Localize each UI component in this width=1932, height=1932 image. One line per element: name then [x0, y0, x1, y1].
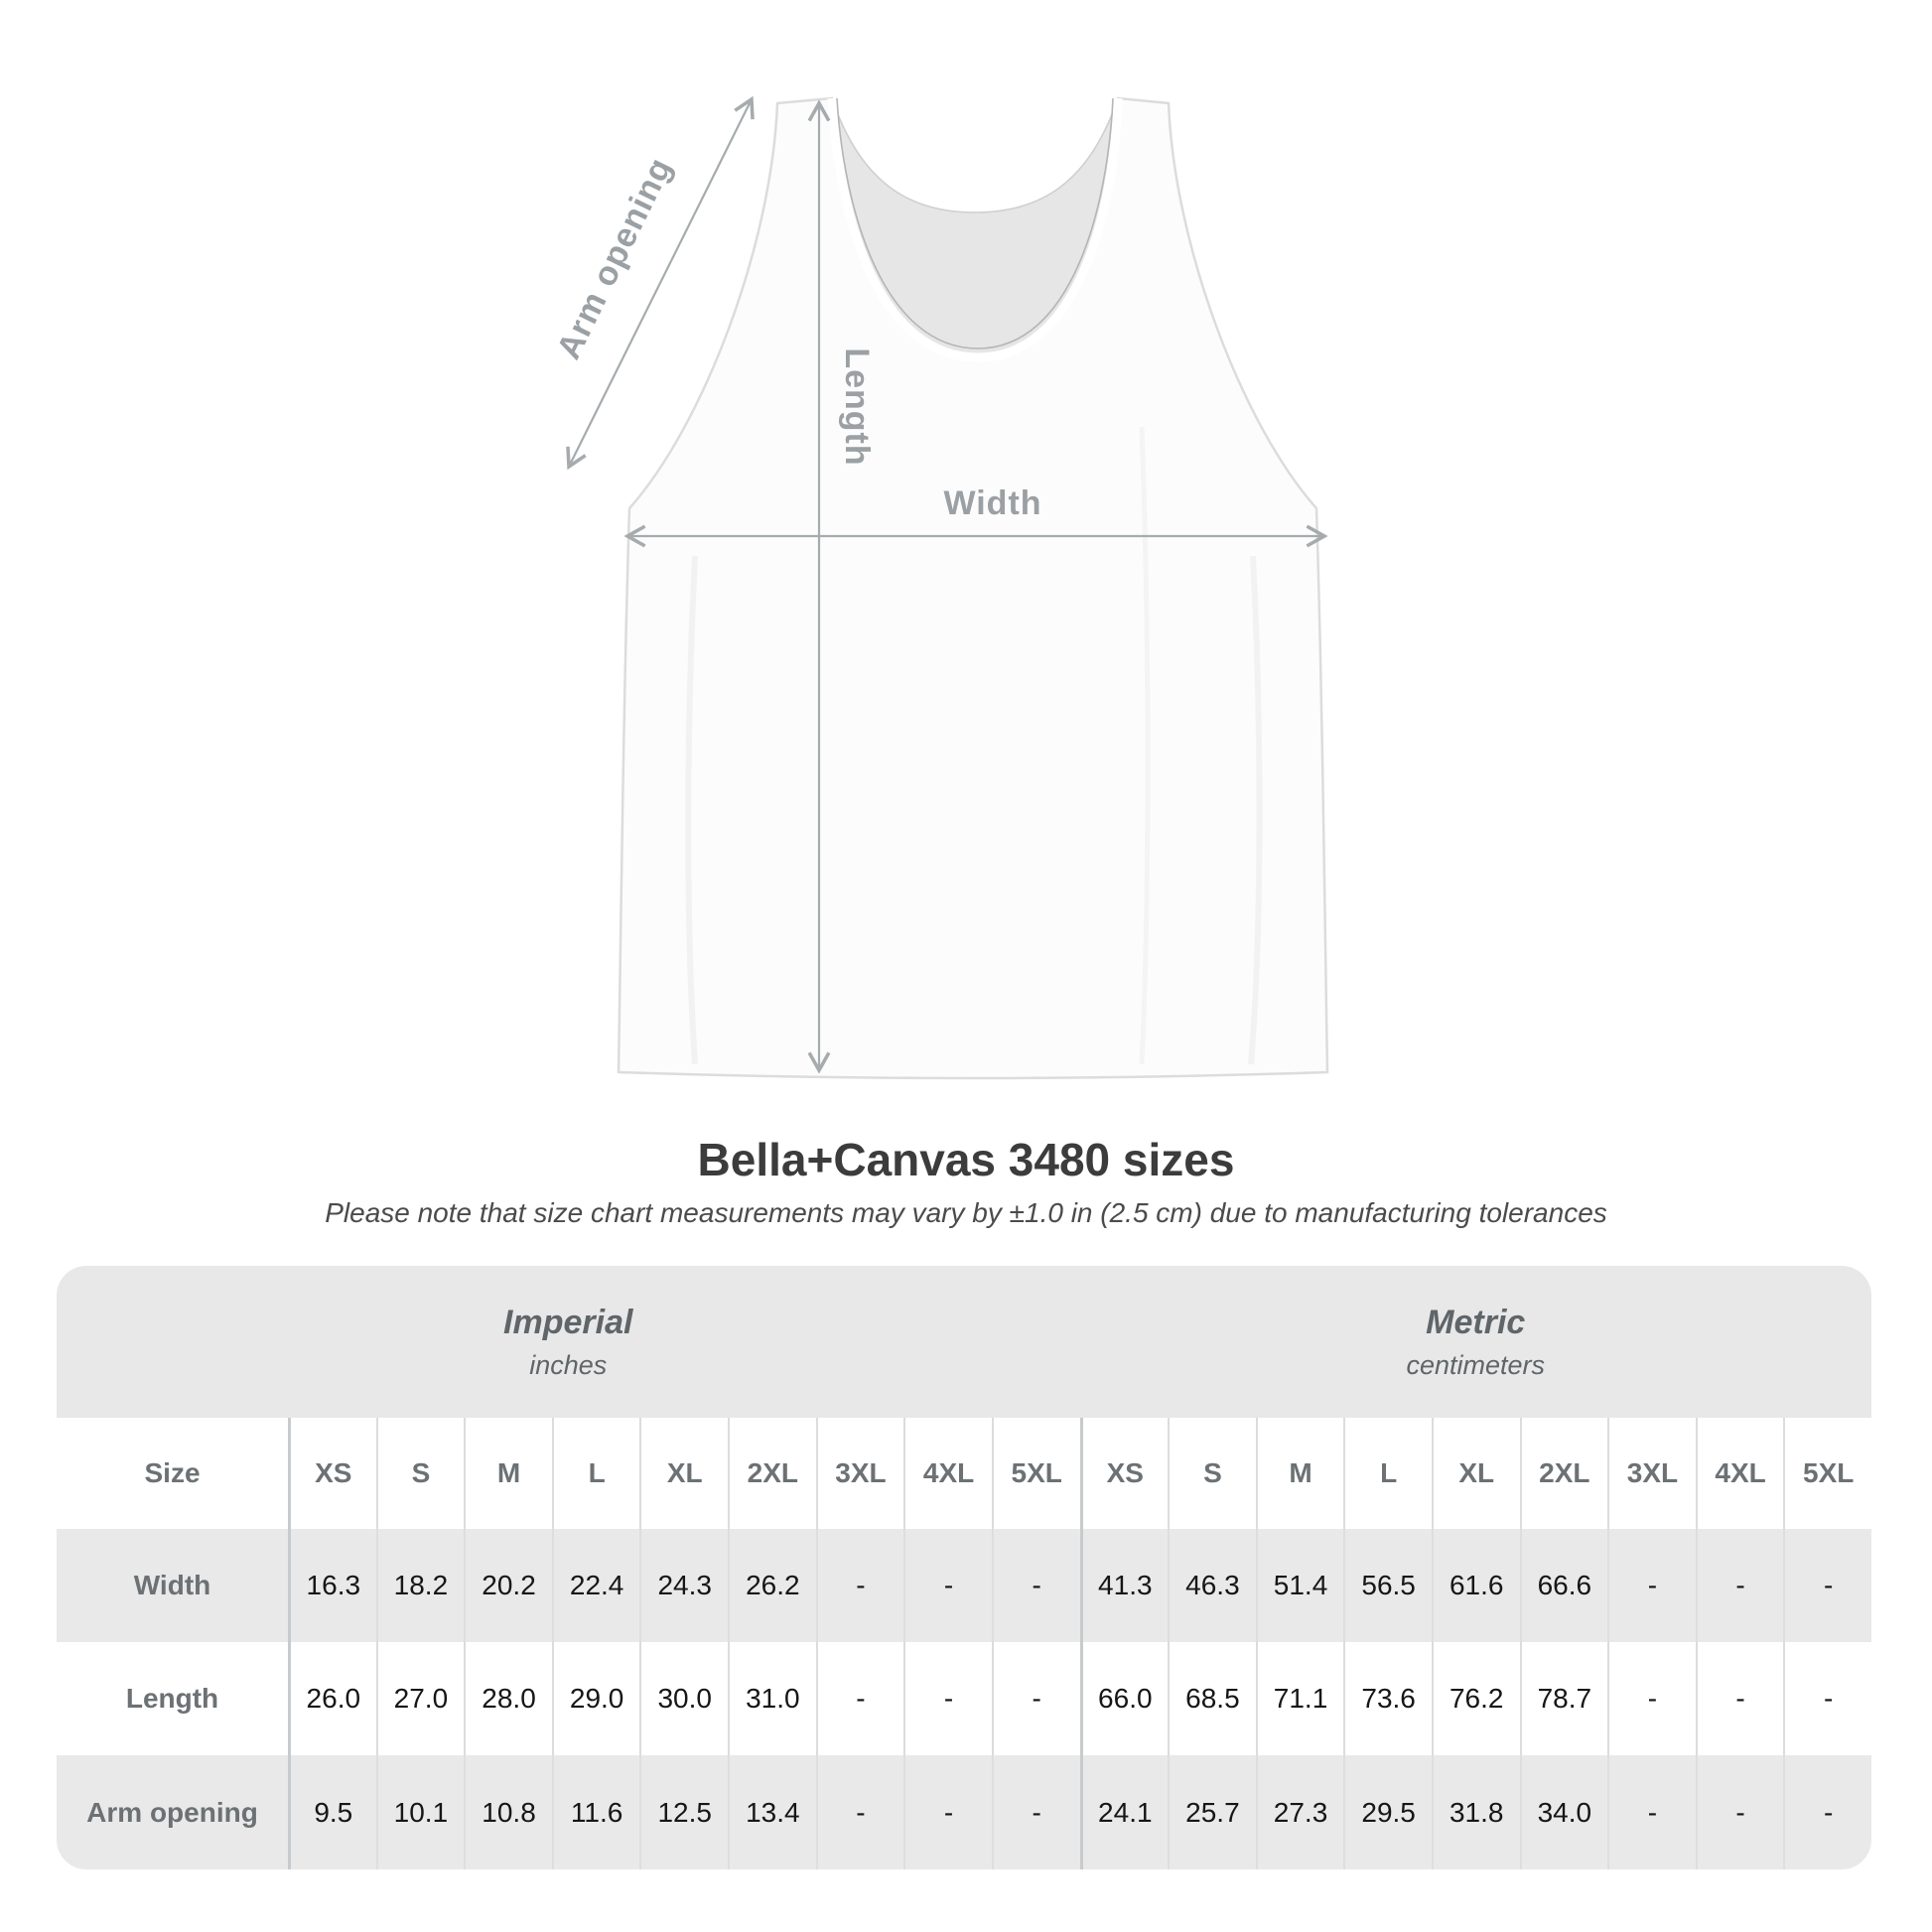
length-met-s: 68.5	[1168, 1642, 1256, 1755]
width-imp-m: 20.2	[464, 1529, 552, 1642]
col-header-imp-3xl: 3XL	[816, 1418, 904, 1529]
col-header-met-3xl: 3XL	[1607, 1418, 1696, 1529]
metric-group-name: Metric	[1426, 1303, 1526, 1341]
width-imp-s: 18.2	[376, 1529, 465, 1642]
length-met-xl: 76.2	[1432, 1642, 1520, 1755]
length-met-l: 73.6	[1343, 1642, 1432, 1755]
arm-met-xl: 31.8	[1432, 1755, 1520, 1869]
col-header-imp-4xl: 4XL	[903, 1418, 992, 1529]
col-header-imp-m: M	[464, 1418, 552, 1529]
arm-imp-4xl: -	[903, 1755, 992, 1869]
metric-group-header	[1080, 1266, 1872, 1418]
length-imp-s: 27.0	[376, 1642, 465, 1755]
col-header-met-s: S	[1168, 1418, 1256, 1529]
page-title: Bella+Canvas 3480 sizes	[697, 1134, 1235, 1185]
width-imp-xs: 16.3	[288, 1529, 376, 1642]
length-met-xs: 66.0	[1080, 1642, 1169, 1755]
width-imp-5xl: -	[992, 1529, 1080, 1642]
arm-met-xs: 24.1	[1080, 1755, 1169, 1869]
width-met-l: 56.5	[1343, 1529, 1432, 1642]
arm-imp-2xl: 13.4	[728, 1755, 816, 1869]
width-label: Width	[943, 484, 1042, 522]
arm-imp-l: 11.6	[552, 1755, 640, 1869]
width-met-4xl: -	[1696, 1529, 1784, 1642]
length-imp-xs: 26.0	[288, 1642, 376, 1755]
col-header-met-xl: XL	[1432, 1418, 1520, 1529]
row-label-width: Width	[57, 1529, 288, 1642]
length-imp-xl: 30.0	[639, 1642, 728, 1755]
length-label: Length	[838, 347, 876, 467]
col-header-imp-5xl: 5XL	[992, 1418, 1080, 1529]
length-met-3xl: -	[1607, 1642, 1696, 1755]
width-imp-xl: 24.3	[639, 1529, 728, 1642]
length-met-m: 71.1	[1256, 1642, 1344, 1755]
arm-met-5xl: -	[1783, 1755, 1871, 1869]
length-imp-5xl: -	[992, 1642, 1080, 1755]
arm-imp-xl: 12.5	[639, 1755, 728, 1869]
length-met-5xl: -	[1783, 1642, 1871, 1755]
width-met-s: 46.3	[1168, 1529, 1256, 1642]
width-met-xl: 61.6	[1432, 1529, 1520, 1642]
length-imp-m: 28.0	[464, 1642, 552, 1755]
length-imp-l: 29.0	[552, 1642, 640, 1755]
width-met-xs: 41.3	[1080, 1529, 1169, 1642]
arm-met-2xl: 34.0	[1520, 1755, 1608, 1869]
col-header-imp-xl: XL	[639, 1418, 728, 1529]
tank-top-illustration	[619, 98, 1327, 1078]
tolerance-note: Please note that size chart measurements may vary by ±1.0 in (2.5 cm) due to manufacturing tolerances	[325, 1197, 1607, 1228]
row-label-length: Length	[57, 1642, 288, 1755]
col-header-imp-s: S	[376, 1418, 465, 1529]
width-met-3xl: -	[1607, 1529, 1696, 1642]
length-met-4xl: -	[1696, 1642, 1784, 1755]
width-imp-4xl: -	[903, 1529, 992, 1642]
col-header-met-5xl: 5XL	[1783, 1418, 1871, 1529]
length-imp-4xl: -	[903, 1642, 992, 1755]
width-imp-2xl: 26.2	[728, 1529, 816, 1642]
col-header-met-4xl: 4XL	[1696, 1418, 1784, 1529]
arm-met-l: 29.5	[1343, 1755, 1432, 1869]
size-table	[57, 1266, 1871, 1869]
col-header-size: Size	[57, 1418, 288, 1529]
arm-met-3xl: -	[1607, 1755, 1696, 1869]
arm-opening-label: Arm opening	[549, 151, 680, 365]
imperial-group-header	[57, 1266, 1080, 1418]
metric-group-unit: centimeters	[1406, 1349, 1546, 1380]
width-met-m: 51.4	[1256, 1529, 1344, 1642]
col-header-met-l: L	[1343, 1418, 1432, 1529]
col-header-met-m: M	[1256, 1418, 1344, 1529]
length-imp-3xl: -	[816, 1642, 904, 1755]
col-header-imp-2xl: 2XL	[728, 1418, 816, 1529]
imperial-group-name: Imperial	[503, 1303, 633, 1341]
col-header-imp-l: L	[552, 1418, 640, 1529]
col-header-met-2xl: 2XL	[1520, 1418, 1608, 1529]
arm-met-s: 25.7	[1168, 1755, 1256, 1869]
arm-imp-s: 10.1	[376, 1755, 465, 1869]
width-met-5xl: -	[1783, 1529, 1871, 1642]
arm-imp-3xl: -	[816, 1755, 904, 1869]
length-met-2xl: 78.7	[1520, 1642, 1608, 1755]
length-imp-2xl: 31.0	[728, 1642, 816, 1755]
arm-met-4xl: -	[1696, 1755, 1784, 1869]
arm-imp-5xl: -	[992, 1755, 1080, 1869]
arm-imp-m: 10.8	[464, 1755, 552, 1869]
arm-met-m: 27.3	[1256, 1755, 1344, 1869]
arm-imp-xs: 9.5	[288, 1755, 376, 1869]
col-header-imp-xs: XS	[288, 1418, 376, 1529]
width-met-2xl: 66.6	[1520, 1529, 1608, 1642]
width-imp-l: 22.4	[552, 1529, 640, 1642]
row-label-arm-opening: Arm opening	[57, 1755, 288, 1869]
imperial-group-unit: inches	[529, 1349, 608, 1380]
col-header-met-xs: XS	[1080, 1418, 1169, 1529]
width-imp-3xl: -	[816, 1529, 904, 1642]
